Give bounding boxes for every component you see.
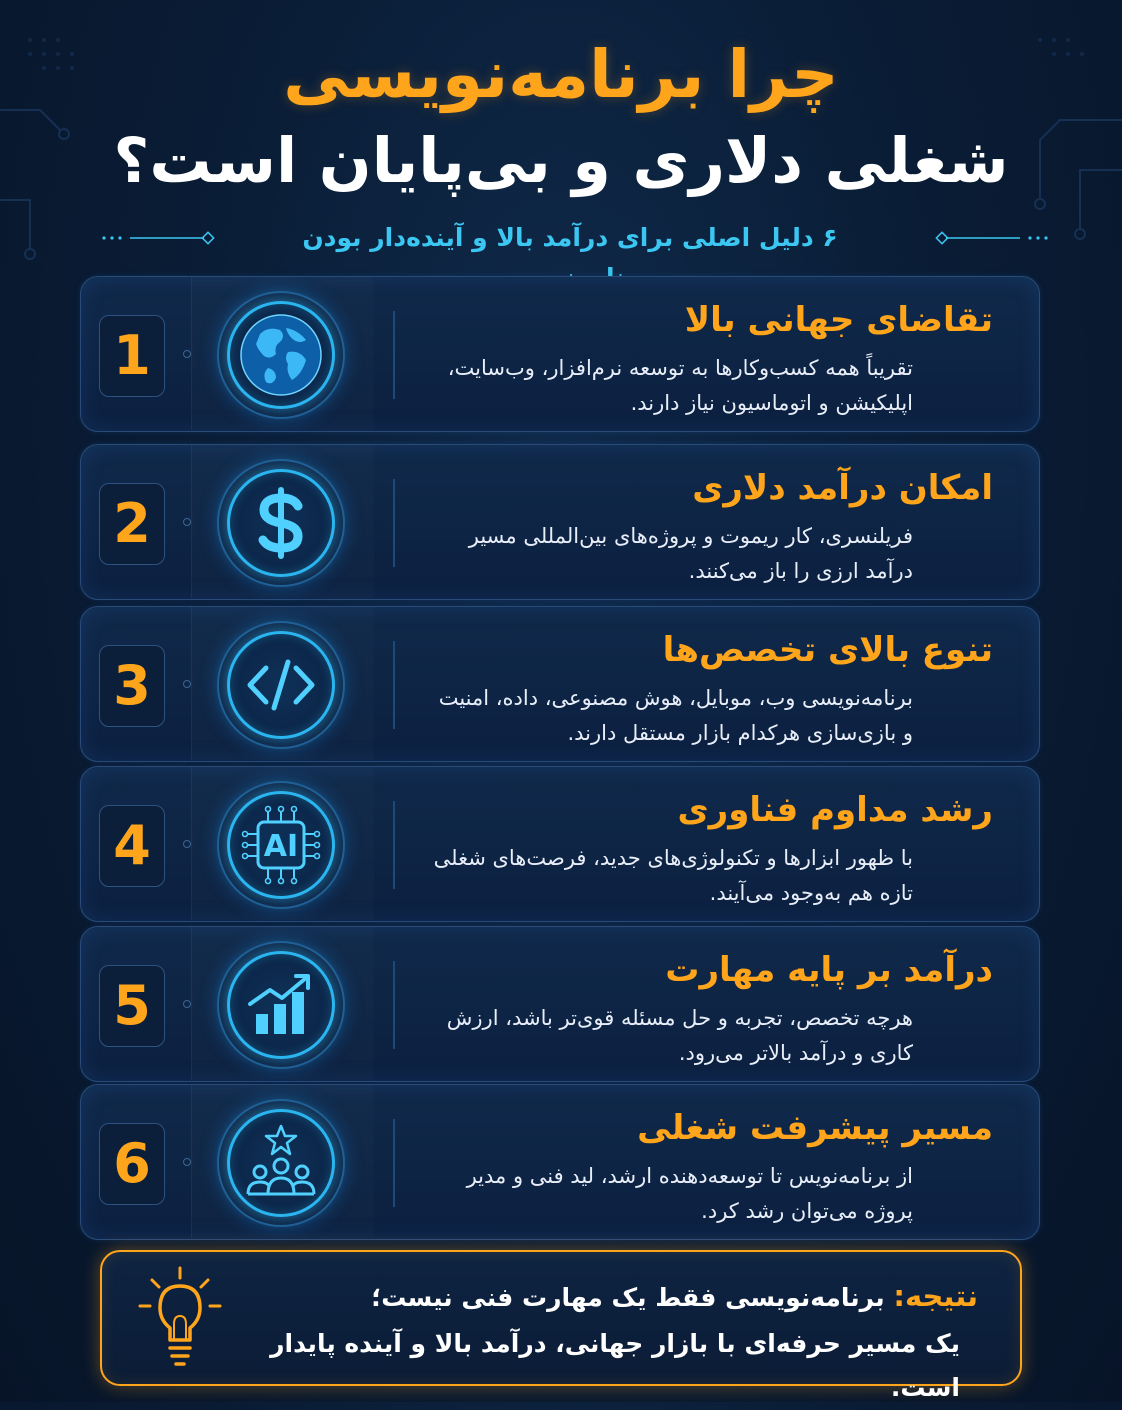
icon-ring [217,621,345,749]
reason-number: 4 [99,805,165,887]
divider [393,641,395,729]
icon-ring [217,291,345,419]
connector-dot [183,1158,191,1166]
divider [393,311,395,399]
subtitle-row [0,218,1122,258]
divider [393,961,395,1049]
reason-number: 1 [99,315,165,397]
conclusion-label: نتیجه: [893,1279,978,1313]
code-icon [227,631,335,739]
subtitle-decor-left [100,230,220,246]
divider [393,1119,395,1207]
divider [393,801,395,889]
growth-chart-icon [227,951,335,1059]
reason-number: 2 [99,483,165,565]
reason-title: تقاضای جهانی بالا [684,300,993,340]
reason-card-5 [80,926,1040,1082]
icon-ring [217,781,345,909]
connector-dot [183,518,191,526]
reason-text: هرچه تخصص، تجربه و حل مسئله قوی‌تر باشد، ارزش کاری و درآمد بالاتر می‌رود. [446,1006,913,1065]
connector-dot [183,680,191,688]
reason-card-2 [80,444,1040,600]
reason-text: فریلنسری، کار ریموت و پروژه‌های بین‌المللی مسیر درآمد ارزی را باز می‌کنند. [468,524,913,583]
reason-card-1 [80,276,1040,432]
conclusion-line1 [252,1274,978,1320]
reason-number: 6 [99,1123,165,1205]
connector-dot [183,840,191,848]
conclusion-text1: برنامه‌نویسی فقط یک مهارت فنی نیست؛ [371,1283,885,1312]
conclusion-line2: یک مسیر حرفه‌ای با بازار جهانی، درآمد بالا و آینده پایدار است. [270,1329,960,1402]
dollar-icon [227,469,335,577]
reason-number: 5 [99,965,165,1047]
reason-card-3 [80,606,1040,762]
reason-text: برنامه‌نویسی وب، موبایل، هوش مصنوعی، داده، امنیت و بازی‌سازی هرکدام بازار مستقل دارند. [438,686,913,745]
reason-title: مسیر پیشرفت شغلی [637,1108,993,1148]
reason-text: با ظهور ابزارها و تکنولوژی‌های جدید، فرصت‌های شغلی تازه هم به‌وجود می‌آیند. [433,846,913,905]
lightbulb-icon [128,1262,232,1376]
reason-text: تقریباً همه کسب‌وکارها به توسعه نرم‌افزار، وب‌سایت، اپلیکیشن و اتوماسیون نیاز دارند. [447,356,913,415]
reason-card-6 [80,1084,1040,1240]
reason-card-4 [80,766,1040,922]
page-title-line2: شغلی دلاری و بی‌پایان است؟ [113,124,1009,197]
subtitle-decor-right [930,230,1050,246]
ai-chip-icon [227,791,335,899]
connector-dot [183,1000,191,1008]
reason-title: درآمد بر پایه مهارت [665,950,993,990]
page-title-line1: چرا برنامه‌نویسی [283,36,839,113]
reason-title: امکان درآمد دلاری [692,468,993,508]
ai-chip-label: AI [263,829,299,864]
reason-title: تنوع بالای تخصص‌ها [662,630,993,670]
reason-title: رشد مداوم فناوری [677,790,993,830]
icon-ring [217,941,345,1069]
reason-number: 3 [99,645,165,727]
divider [393,479,395,567]
connector-dot [183,350,191,358]
globe-icon [227,301,335,409]
team-star-icon [227,1109,335,1217]
conclusion-box [100,1250,1022,1402]
icon-ring [217,1099,345,1227]
subtitle: ۶ دلیل اصلی برای درآمد بالا و آینده‌دار بودن [302,223,838,252]
icon-ring [217,459,345,587]
reason-text: از برنامه‌نویس تا توسعه‌دهنده ارشد، لید فنی و مدیر پروژه می‌توان رشد کرد. [466,1164,913,1223]
